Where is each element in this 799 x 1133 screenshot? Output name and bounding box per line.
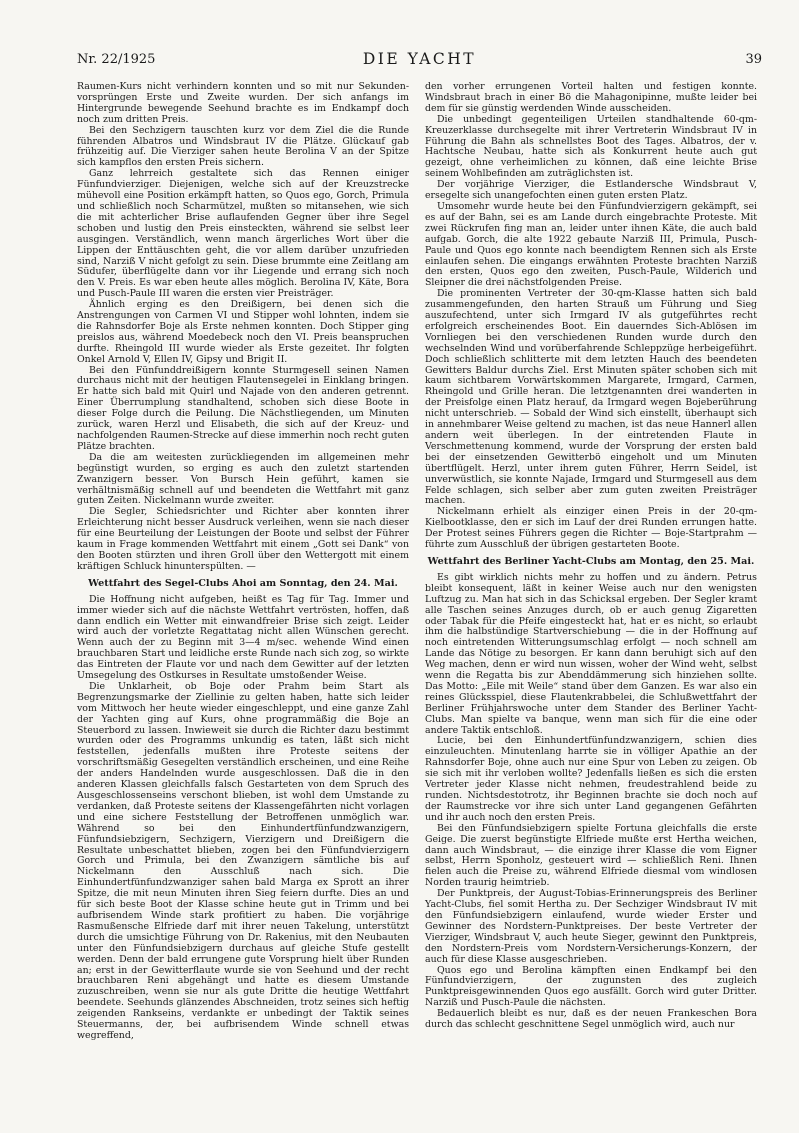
section-heading: Wettfahrt des Berliner Yacht-Clubs am Montag, den 25. Mai. [427,555,755,567]
paragraph: Quos ego und Berolina kämpften einen Endkampf bei den Fünfundvierzigern, der zugunsten des zugleich Punktpreisgewinnenden Quos ego ausfällt. Gorch wird guter Dritter. Narziß und Pusch-Paule die nächsten. [425,964,757,1009]
left-column [77,82,409,1042]
paragraph: Da die am weitesten zurückliegenden im allgemeinen mehr begünstigt wurden, so erging es auch den zuletzt startenden Zwanzigern besser. Von Bursch Hein geführt, kamen sie verhältnismäßig schnell auf und beendeten die Wettfahrt mit ganz guten Zeiten. Nickelmann wurde zweiter. [77,451,409,507]
paragraph: Bedauerlich bleibt es nur, daß es der neuen Frankeschen Bora durch das schlecht geschnittene Segel unmöglich wird, auch nur [425,1008,757,1031]
paragraph: Ganz lehrreich gestaltete sich das Rennen einiger Fünfundvierziger. Diejenigen, welche sich auf der Kreuzstrecke mühevoll eine Position erkämpft hatten, so Quos ego, Gorch, Primula und schließlich noch Scharmützel, mußten so mitansehen, wie sich die mit achterlicher Brise auflaufenden Gegner über ihre Segel schoben und lustig den Preis einsteckten, während sie selbst leer ausgingen. Verständlich, wenn manch ärgerliches Wort über die Lippen der Enttäuschten geht, die vor allem darüber unzufrieden sind, Narziß V nicht gefolgt zu sein. Diese brummte eine Zeitlang am Südufer, überflügelte dann vor ihr Liegende und errang sich noch den V. Preis. Es war eben heute alles möglich. Berolina IV, Käte, Bora und Pusch-Paule III waren die ersten vier Preisträger. [77,168,409,300]
paragraph: Nickelmann erhielt als einziger einen Preis in der 20-qm-Kielbootklasse, den er sich im Lauf der drei Runden errungen hatte. Der Protest seines Führers gegen die Richter — Boje-Startprahm — führte zum Ausschluß der übrigen gestarteten Boote. [425,506,757,551]
paragraph: Die Hoffnung nicht aufgeben, heißt es Tag für Tag. Immer und immer wieder sich auf die nächste Wettfahrt vertrösten, hoffen, daß dann endlich ein Wetter mit einwandfreier Brise sich zeigt. Leider wird auch der vorletzte Regattatag nicht allen Wünschen gerecht. Wenn auch der zu Beginn mit 3—4 m/sec. wehende Wind einen brauchbaren Start und leidliche erste Runde nach sich zog, so wirkte das Eintreten der Flaute vor und nach dem Gewitter auf der letzten Umsegelung des Ostkurses in Resultate umstoßender Weise. [77,593,409,682]
paragraph: Bei den Sechzigern tauschten kurz vor dem Ziel die die Runde führenden Albatros und Windsbraut IV die Plätze. Glückauf gab frühzeitig auf. Die Vierziger sahen heute Berolina V an der Spitze sich kampflos den ersten Preis sichern. [77,124,409,169]
issue-number: Nr. 22/1925 [77,52,156,67]
page-number: 39 [745,52,762,67]
paragraph: Raumen-Kurs nicht verhindern konnten und so mit nur Sekunden-vorsprüngen Erste und Zweite wurden. Der sich anfangs im Hintergrunde bewegende Seehund brachte es im Endkampf doch noch zum dritten Preis. [77,81,409,125]
paragraph: Die unbedingt gegenteiligen Urteilen standhaltende 60-qm-Kreuzerklasse durchsegelte mit ihrer Vertreterin Windsbraut IV in Führung die Bahn als schnellstes Boot des Tages. Albatros, der v. Hachtsche Neubau, hatte sich als Konkurrent heute auch gut gezeigt, ohne verheimlichen zu können, daß eine leichte Brise seinem Wohlbefinden am zuträglichsten ist. [425,113,757,180]
page-header [77,50,762,74]
paragraph: Es gibt wirklich nichts mehr zu hoffen und zu ändern. Petrus bleibt konsequent, läßt in keiner Weise auch nur den wenigsten Luftzug zu. Man hat sich in das Schicksal ergeben. Der Segler kramt alle Taschen seines Anzuges durch, ob er auch genug Zigaretten oder Tabak für die Pfeife eingesteckt hat, hat er es nicht, so erlaubt ihm die halbstündige Startverschiebung — die in der Hoffnung auf noch eintretenden Witterungsumschlag erfolgt — noch schnell am Lande das Nötige zu besorgen. Er kann dann beruhigt sich auf den Weg machen, denn er wird nun wissen, woher der Wind weht, selbst wenn die Regatta bis zur Abenddämmerung sich hinziehen sollte. Das Motto: „Eile mit Weile“ stand über dem Ganzen. Es war also ein reines Glücksspiel, diese Flautenkrabbelei, die Schlußwettfahrt der Berliner Frühjahrswoche unter dem Stander des Berliner Yacht-Clubs. Man spielte va banque, wenn man sich für die eine oder andere Taktik entschloß. [425,571,757,736]
magazine-title: DIE YACHT [362,50,477,68]
paragraph: Bei den Fünfundsiebzigern spielte Fortuna gleichfalls die erste Geige. Die zuerst begünstigte Elfriede mußte erst Hertha weichen, dann auch Windsbraut, — die einzige ihrer Klasse die vom Eigner selbst, Herrn Sponholz, gesteuert wird — schließlich Reni. Ihnen fielen auch die Preise zu, während Elfriede diesmal vom windlosen Norden traurig heimtrieb. [425,822,757,889]
paragraph: Der vorjährige Vierziger, die Estlandersche Windsbraut V, ersegelte sich unangefochten einen guten ersten Platz. [425,179,757,202]
paragraph: Die Segler, Schiedsrichter und Richter aber konnten ihrer Erleichterung nicht besser Ausdruck verleihen, wenn sie nach dieser für eine Beurteilung der Leistungen der Boote und selbst der Führer kaum in Frage kommenden Wettfahrt mit einem „Gott sei Dank“ von den Booten stürzten und ihren Groll über den Wettergott mit einem kräftigen Schluck hinunterspülten. — [77,506,409,572]
paragraph: Umsomehr wurde heute bei den Fünfundvierzigern gekämpft, sei es auf der Bahn, sei es am Lande durch eingebrachte Proteste. Mit zwei Rückrufen fing man an, leider unter ihnen Käte, die auch bald aufgab. Gorch, die alte 1922 gebaute Narziß III, Primula, Pusch-Paule und Quos ego konnte nach beendigtem Rennen sich als Erste einlaufen sehen. Die eingangs erwähnten Proteste brachten Narziß den ersten, Quos ego den zweiten, Pusch-Paule, Wilderich und Sleipner die drei nächstfolgenden Preise. [425,200,757,289]
paragraph: Die prominenten Vertreter der 30-qm-Klasse hatten sich bald zusammengefunden, den harten Strauß um Führung und Sieg auszufechtend, unter sich Irmgard IV als gutgeführtes recht erfolgreich erscheinendes Boot. Ein dauerndes Sich-Ablösen im Vornliegen bei den verschiedenen Runden wurde durch den wechselnden Wind und vorüberfahrende Schleppzüge herbeigeführt. Doch schließlich schlitterte mit dem letzten Hauch des beendeten Gewitters Baldur durchs Ziel. Erst Minuten später schoben sich mit kaum sichtbarem Vorwärtskommen Margarete, Irmgard, Carmen, Rheingold und Grille heran. Die letztgenannten drei wanderten in der Preisfolge einen Platz herauf, da Irmgard wegen Bojeberührung nicht unterschrieb. — Sobald der Wind sich einstellt, überhaupt sich in annehmbarer Weise geltend zu machen, ist das neue Hannerl allen andern weit überlegen. In der eintretenden Flaute in Verschmettenung kommend, wurde der Vorsprung der ersten bald bei der einsetzenden Gewitterbö eingeholt und um Minuten übertflügelt. Herzl, unter ihrem guten Führer, Herrn Seidel, ist unverwüstlich, sie konnte Najade, Irmgard und Sturmgesell aus dem Felde schlagen, sich selber aber zum guten zweiten Preisträger machen. [425,288,757,507]
section-heading: Wettfahrt des Segel-Clubs Ahoi am Sonntag, den 24. Mai. [88,577,398,589]
paragraph: Lucie, bei den Einhundertfünfundzwanzigern, schien dies einzuleuchten. Minutenlang harrte sie in völliger Apathie an der Rahnsdorfer Boje, ohne auch nur eine Spur von Leben zu zeigen. Ob sie sich mit ihr verloben wollte? Jedenfalls ließen es sich die ersten Vertreter jeder Klasse nicht nehmen, freudestrahlend beide zu runden. Nichtsdestotrotz, ihr Beginnen brachte sie doch noch auf der Raumstrecke vor ihre sich unter Land gegangenen Gefährten und ihr auch noch den ersten Preis. [425,735,757,823]
paragraph: Der Punktpreis, der August-Tobias-Erinnerungspreis des Berliner Yacht-Clubs, fiel somit Hertha zu. Der Sechziger Windsbraut IV mit den Fünfundsiebzigern einlaufend, wurde wieder Erster und Gewinner des Nordstern-Punktpreises. Der beste Vertreter der Vierziger, Windsbraut V, auch heute Sieger, gewinnt den Punktpreis, den Nordstern-Preis vom Nordstern-Versicherungs-Konzern, der auch für diese Klasse ausgeschrieben. [425,888,757,965]
paragraph: den vorher errungenen Vorteil halten und festigen konnte. Windsbraut brach in einer Bö die Mahagonipinne, mußte leider bei dem für sie günstig werdenden Winde ausscheiden. [425,81,757,114]
paragraph: Bei den Fünfunddreißigern konnte Sturmgesell seinen Namen durchaus nicht mit der heutigen Flautensegelei in Einklang bringen. Er hatte sich bald mit Quirl und Najade von den anderen getrennt. Einer Überrumplung standhaltend, schoben sich diese Boote in dieser Folge durch die Peilung. Die Nächstliegenden, um Minuten zurück, waren Herzl und Elisabeth, die sich auf der Kreuz- und nachfolgenden Raumen-Strecke auf diese immerhin noch recht guten Plätze brachten. [77,364,409,452]
paragraph: Die Unklarheit, ob Boje oder Prahm beim Start als Begrenzungsmarke der Ziellinie zu gelten haben, hatte sich leider vom Mittwoch her heute wieder eingeschleppt, und eine ganze Zahl der Yachten ging auf Kurs, ohne programmäßig die Boje an Steuerbord zu lassen. Inwieweit sie durch die Richter dazu bestimmt wurden oder des Programms unkundig es taten, läßt sich nicht feststellen, jedenfalls mußten ihre Proteste seitens der vorschriftsmäßig Gesegelten verständlich erscheinen, und eine Reihe der anders Handelnden wurde ausgeschlossen. Daß die in den anderen Klassen gleichfalls falsch Gestarteten von dem Spruch des Ausgeschlossenseins verschont blieben, ist wohl dem Umstande zu verdanken, daß Proteste seitens der Klassengefährten nicht vorlagen und eine sichere Feststellung der Betroffenen unmöglich war. Während so bei den Einhundertfünfundzwanzigern, Fünfundsiebzigern, Sechzigern, Vierzigern und Dreißigern die Resultate unbeschattet blieben, zogen bei den Fünfundvierzigern Gorch und Primula, bei den Zwanzigern sämtliche bis auf Nickelmann den Ausschluß nach sich. Die Einhundertfünfundzwanziger sahen bald Marga ex Sprott an ihrer Spitze, die mit neun Minuten ihren Sieg feiern durfte. Dies an und für sich beste Boot der Klasse schine heute gut in Trimm und bei aufbrisendem Winde stark profitiert zu haben. Die vorjährige Rasmußensche Elfriede darf mit ihrer neuen Takelung, unterstützt durch die umsichtige Führung von Dr. Rakenius, mit den Neubauten unter den Fünfundsiebzigern durchaus auf gleiche Stufe gestellt werden. Denn der bald errungene gute Vorsprung hielt über Runden an; erst in der Gewitterflaute wurde sie von Seehund und der recht brauchbaren Reni abgehängt und hatte es diesem Umstande zuzuschreiben, wenn sie nur als gute Dritte die heutige Wettfahrt beendete. Seehunds glänzendes Abschneiden, trotz seines sich heftig zeigenden Rankseins, verdankte er unbedingt der Taktik seines Steuermanns, der, bei aufbrisendem Winde schnell etwas wegreffend, [77,680,409,1041]
paragraph: Ähnlich erging es den Dreißigern, bei denen sich die Anstrengungen von Carmen VI und Stipper wohl lohnten, indem sie die Rahnsdorfer Boje als Erste nehmen konnten. Doch Stipper ging preislos aus, während Moedebeck noch den VI. Preis beanspruchen durfte. Rheingold III wurde wieder als Erste gezeitet. Ihr folgten Onkel Arnold V, Ellen IV, Gipsy und Brigit II. [77,299,409,365]
right-column [425,82,757,1031]
